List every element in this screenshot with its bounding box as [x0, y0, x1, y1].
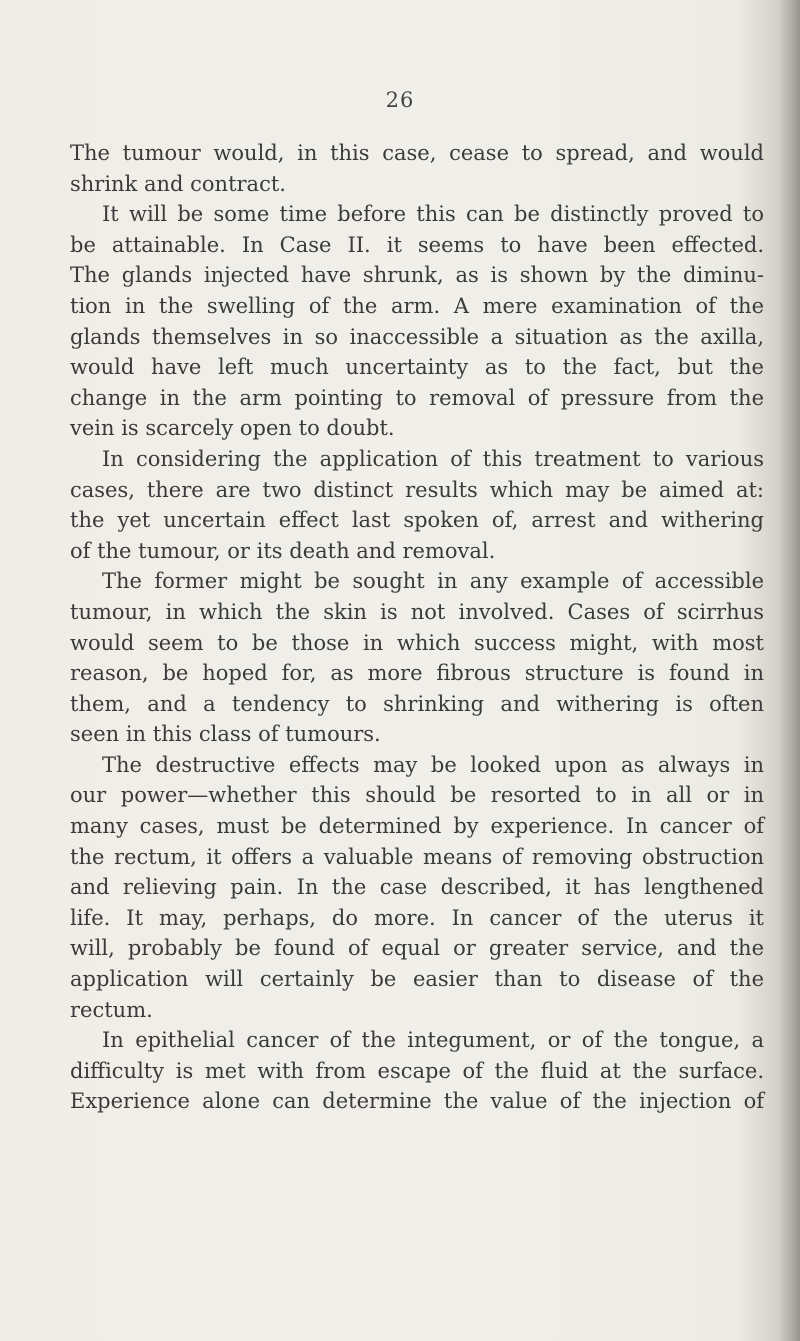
text-line: application will certainly be easier than to disease of the: [70, 967, 764, 992]
text-line: The tumour would, in this case, cease to spread, and would: [70, 141, 764, 165]
text-line: glands themselves in so inaccessible a situation as the axilla,: [70, 324, 764, 349]
text-line: Experience alone can determine the value of the injection of: [70, 1089, 764, 1114]
page-number: 26: [385, 88, 415, 112]
text-line: In epithelial cancer of the integument, or of the tongue, a: [102, 1028, 764, 1053]
text-line: change in the arm pointing to removal of pressure from the: [70, 385, 764, 410]
text-line: The former might be sought in any example of accessible: [102, 569, 764, 594]
text-line: our power—whether this should be resorted to in all or in: [70, 783, 764, 808]
text-line: the rectum, it offers a valuable means of removing obstruction: [70, 844, 764, 869]
text-line: cases, there are two distinct results which may be aimed at:: [70, 477, 764, 502]
text-line: The destructive effects may be looked upon as always in: [102, 752, 764, 777]
text-line: and relieving pain. In the case described, it has lengthened: [70, 875, 764, 900]
text-line: them, and a tendency to shrinking and withering is often: [70, 691, 764, 716]
text-line: vein is scarcely open to doubt.: [70, 416, 395, 441]
text-line: would seem to be those in which success might, with most: [70, 630, 764, 655]
text-line: the yet uncertain effect last spoken of, arrest and withering: [70, 508, 764, 533]
text-line: life. It may, perhaps, do more. In cancer of the uterus it: [70, 905, 764, 930]
text-line: tumour, in which the skin is not involved. Cases of scirrhus: [70, 599, 764, 624]
text-line: many cases, must be determined by experience. In cancer of: [70, 814, 764, 839]
text-line: rectum.: [70, 997, 153, 1022]
text-line: would have left much uncertainty as to the fact, but the: [70, 355, 764, 380]
text-line: will, probably be found of equal or greater service, and the: [70, 936, 764, 961]
text-line: seen in this class of tumours.: [70, 722, 381, 747]
text-line: It will be some time before this can be distinctly proved to: [102, 202, 764, 227]
page-edge-shadow: [778, 0, 800, 1341]
text-line: tion in the swelling of the arm. A mere examination of the: [70, 293, 764, 318]
text-line: reason, be hoped for, as more fibrous structure is found in: [70, 661, 764, 686]
body-text: [70, 138, 764, 1117]
text-line: difficulty is met with from escape of the fluid at the surface.: [70, 1058, 764, 1083]
text-line: be attainable. In Case II. it seems to have been effected.: [70, 232, 764, 257]
text-line: In considering the application of this treatment to various: [102, 446, 764, 471]
text-line: The glands injected have shrunk, as is shown by the diminu-: [70, 263, 764, 288]
text-line: shrink and contract.: [70, 171, 286, 196]
text-line: of the tumour, or its death and removal.: [70, 538, 496, 563]
